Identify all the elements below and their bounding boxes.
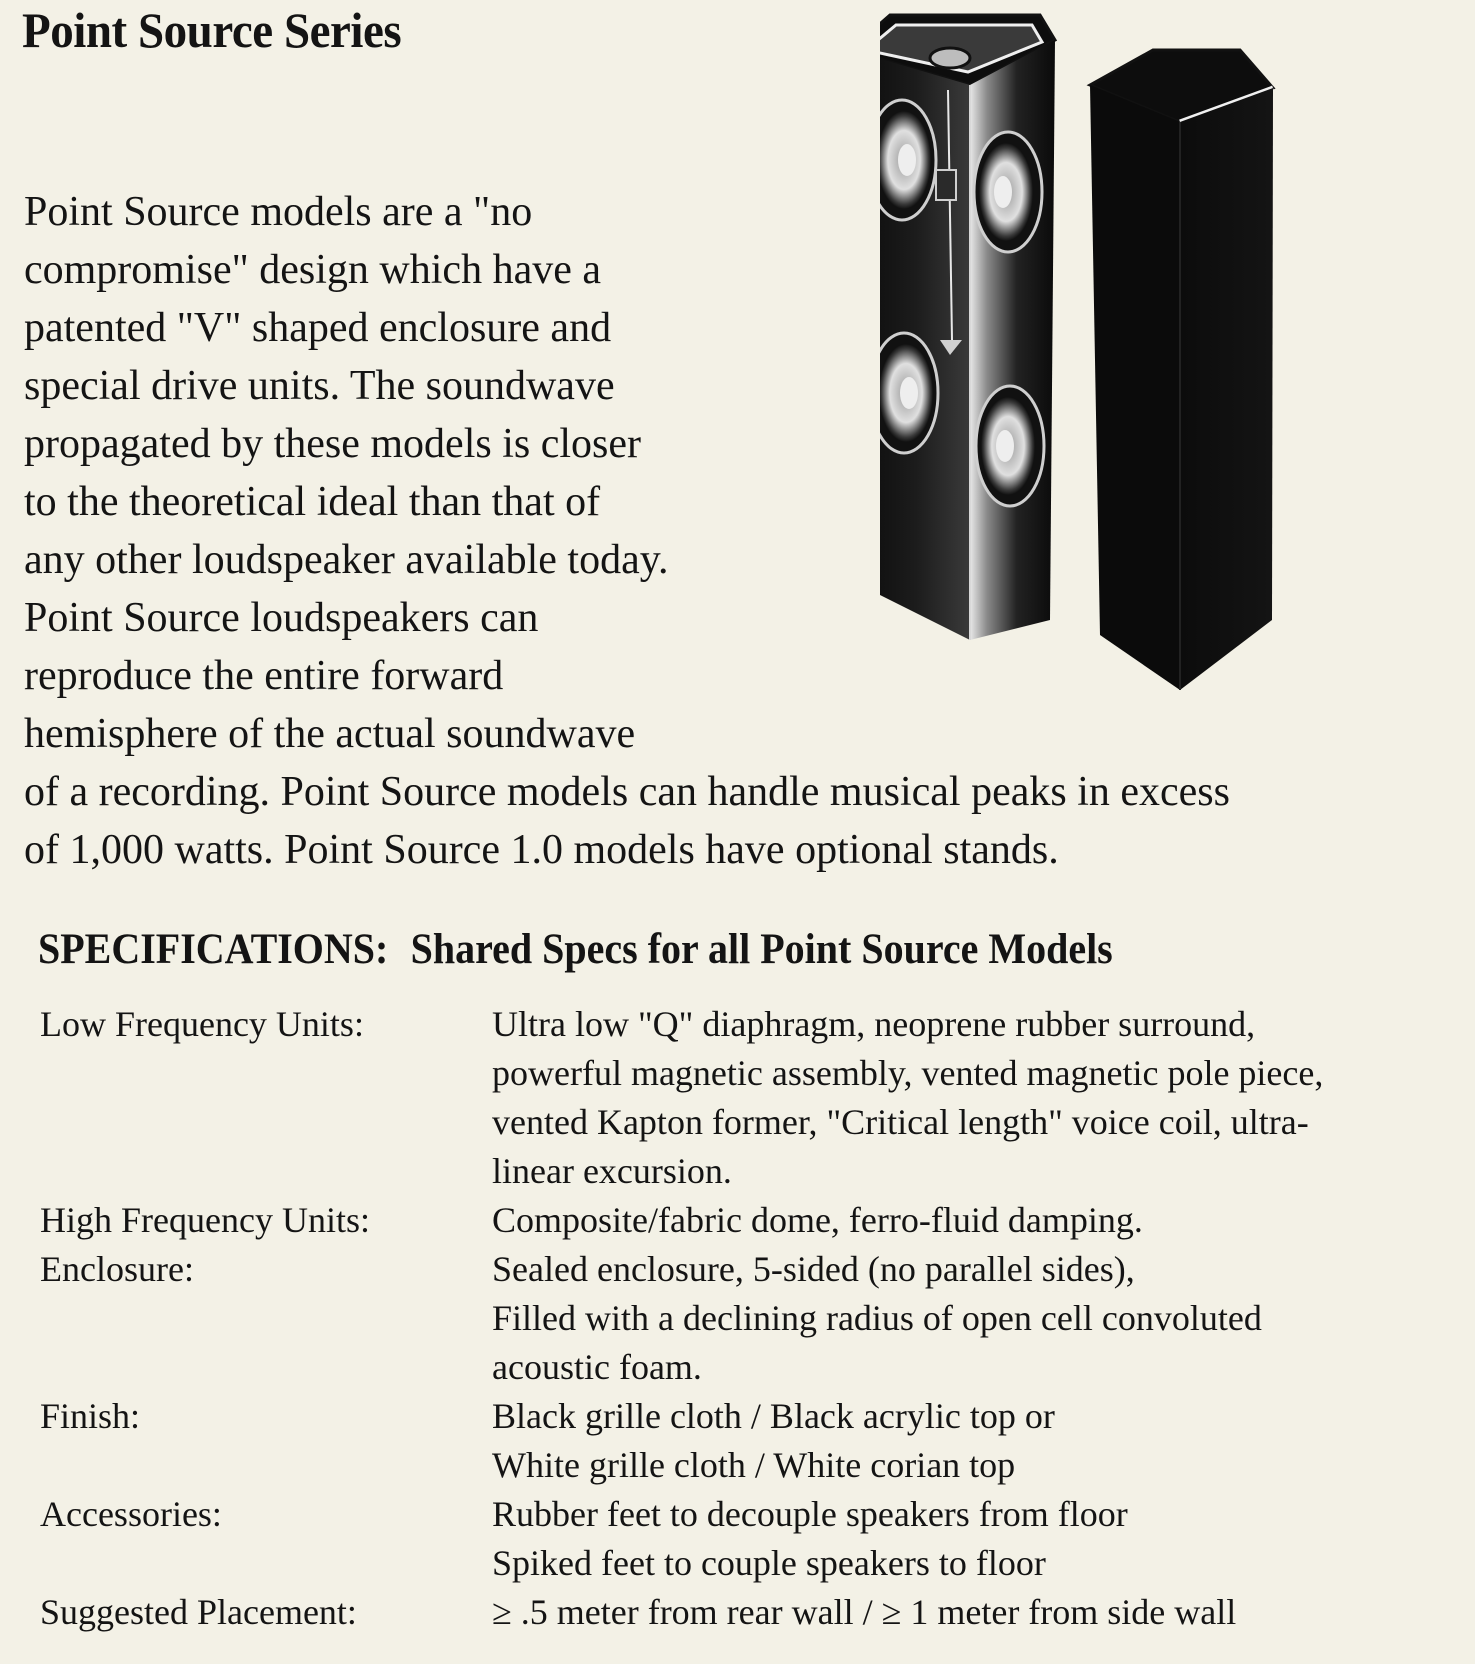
intro-line: Point Source models are a "no xyxy=(24,189,533,235)
spec-values xyxy=(492,1490,1452,1588)
spec-row-high-frequency-units xyxy=(40,1196,1460,1245)
intro-line: compromise" design which have a xyxy=(24,247,601,293)
spec-label: Accessories: xyxy=(40,1494,222,1534)
spec-value-line: White grille cloth / White corian top xyxy=(492,1445,1016,1485)
spec-label: Suggested Placement: xyxy=(40,1592,357,1632)
top-tweeter-icon xyxy=(930,48,970,68)
spec-values xyxy=(492,1392,1452,1490)
spec-value-line: Black grille cloth / Black acrylic top or xyxy=(492,1396,1055,1436)
intro-paragraph xyxy=(24,183,1230,879)
woofer-icon xyxy=(974,132,1042,252)
spec-value-line: Composite/fabric dome, ferro-fluid damping. xyxy=(492,1200,1143,1240)
specifications-table xyxy=(40,1000,1460,1637)
intro-line: any other loudspeaker available today. xyxy=(24,537,669,583)
specifications-subtitle: Shared Specs for all Point Source Models xyxy=(410,926,1113,973)
spec-row-finish xyxy=(40,1392,1460,1490)
spec-values xyxy=(492,1588,1452,1637)
specifications-label: SPECIFICATIONS: xyxy=(38,926,389,973)
spec-value-line: Spiked feet to couple speakers to floor xyxy=(492,1543,1046,1583)
spec-values xyxy=(492,1196,1452,1245)
spec-label: Enclosure: xyxy=(40,1249,194,1289)
spec-value-line: Sealed enclosure, 5-sided (no parallel sides), xyxy=(492,1249,1135,1289)
right-speaker xyxy=(1090,50,1273,690)
spec-value-line: Filled with a declining radius of open cell convoluted xyxy=(492,1298,1262,1338)
intro-line: to the theoretical ideal than that of xyxy=(24,479,601,525)
spec-label: Finish: xyxy=(40,1396,141,1436)
woofer-icon xyxy=(880,100,936,220)
spec-row-accessories xyxy=(40,1490,1460,1588)
intro-line: reproduce the entire forward xyxy=(24,653,504,699)
intro-line: Point Source loudspeakers can xyxy=(24,595,539,641)
spec-row-low-frequency-units xyxy=(40,1000,1460,1196)
spec-label: Low Frequency Units: xyxy=(40,1004,364,1044)
intro-line: patented "V" shaped enclosure and xyxy=(24,305,612,351)
intro-line: propagated by these models is closer xyxy=(24,421,641,467)
page-title: Point Source Series xyxy=(22,2,402,58)
speakers-illustration xyxy=(880,10,1400,750)
spec-row-suggested-placement xyxy=(40,1588,1460,1637)
intro-line: of 1,000 watts. Point Source 1.0 models have optional stands. xyxy=(24,827,1059,873)
spec-values xyxy=(492,1000,1452,1196)
spec-value-line: Rubber feet to decouple speakers from floor xyxy=(492,1494,1128,1534)
spec-value-line: powerful magnetic assembly, vented magnetic pole piece, xyxy=(492,1053,1324,1093)
right-speaker-side-panel xyxy=(1180,88,1273,690)
intro-line: of a recording. Point Source models can handle musical peaks in excess xyxy=(24,769,1230,815)
woofer-icon xyxy=(880,333,938,453)
woofer-icon xyxy=(976,386,1044,506)
spec-value-line: linear excursion. xyxy=(492,1151,732,1191)
spec-value-line: ≥ .5 meter from rear wall / ≥ 1 meter from side wall xyxy=(492,1592,1237,1632)
spec-row-enclosure xyxy=(40,1245,1460,1392)
left-speaker xyxy=(880,15,1055,640)
spec-value-line: Ultra low "Q" diaphragm, neoprene rubber surround, xyxy=(492,1004,1256,1044)
spec-value-line: vented Kapton former, "Critical length" voice coil, ultra- xyxy=(492,1102,1309,1142)
specifications-heading xyxy=(38,922,1113,978)
intro-line: hemisphere of the actual soundwave xyxy=(24,711,636,757)
spec-value-line: acoustic foam. xyxy=(492,1347,702,1387)
spec-label: High Frequency Units: xyxy=(40,1200,370,1240)
spec-values xyxy=(492,1245,1452,1392)
intro-line: special drive units. The soundwave xyxy=(24,363,615,409)
left-speaker-side-panel xyxy=(970,40,1055,640)
right-speaker-front-panel xyxy=(1090,85,1180,690)
